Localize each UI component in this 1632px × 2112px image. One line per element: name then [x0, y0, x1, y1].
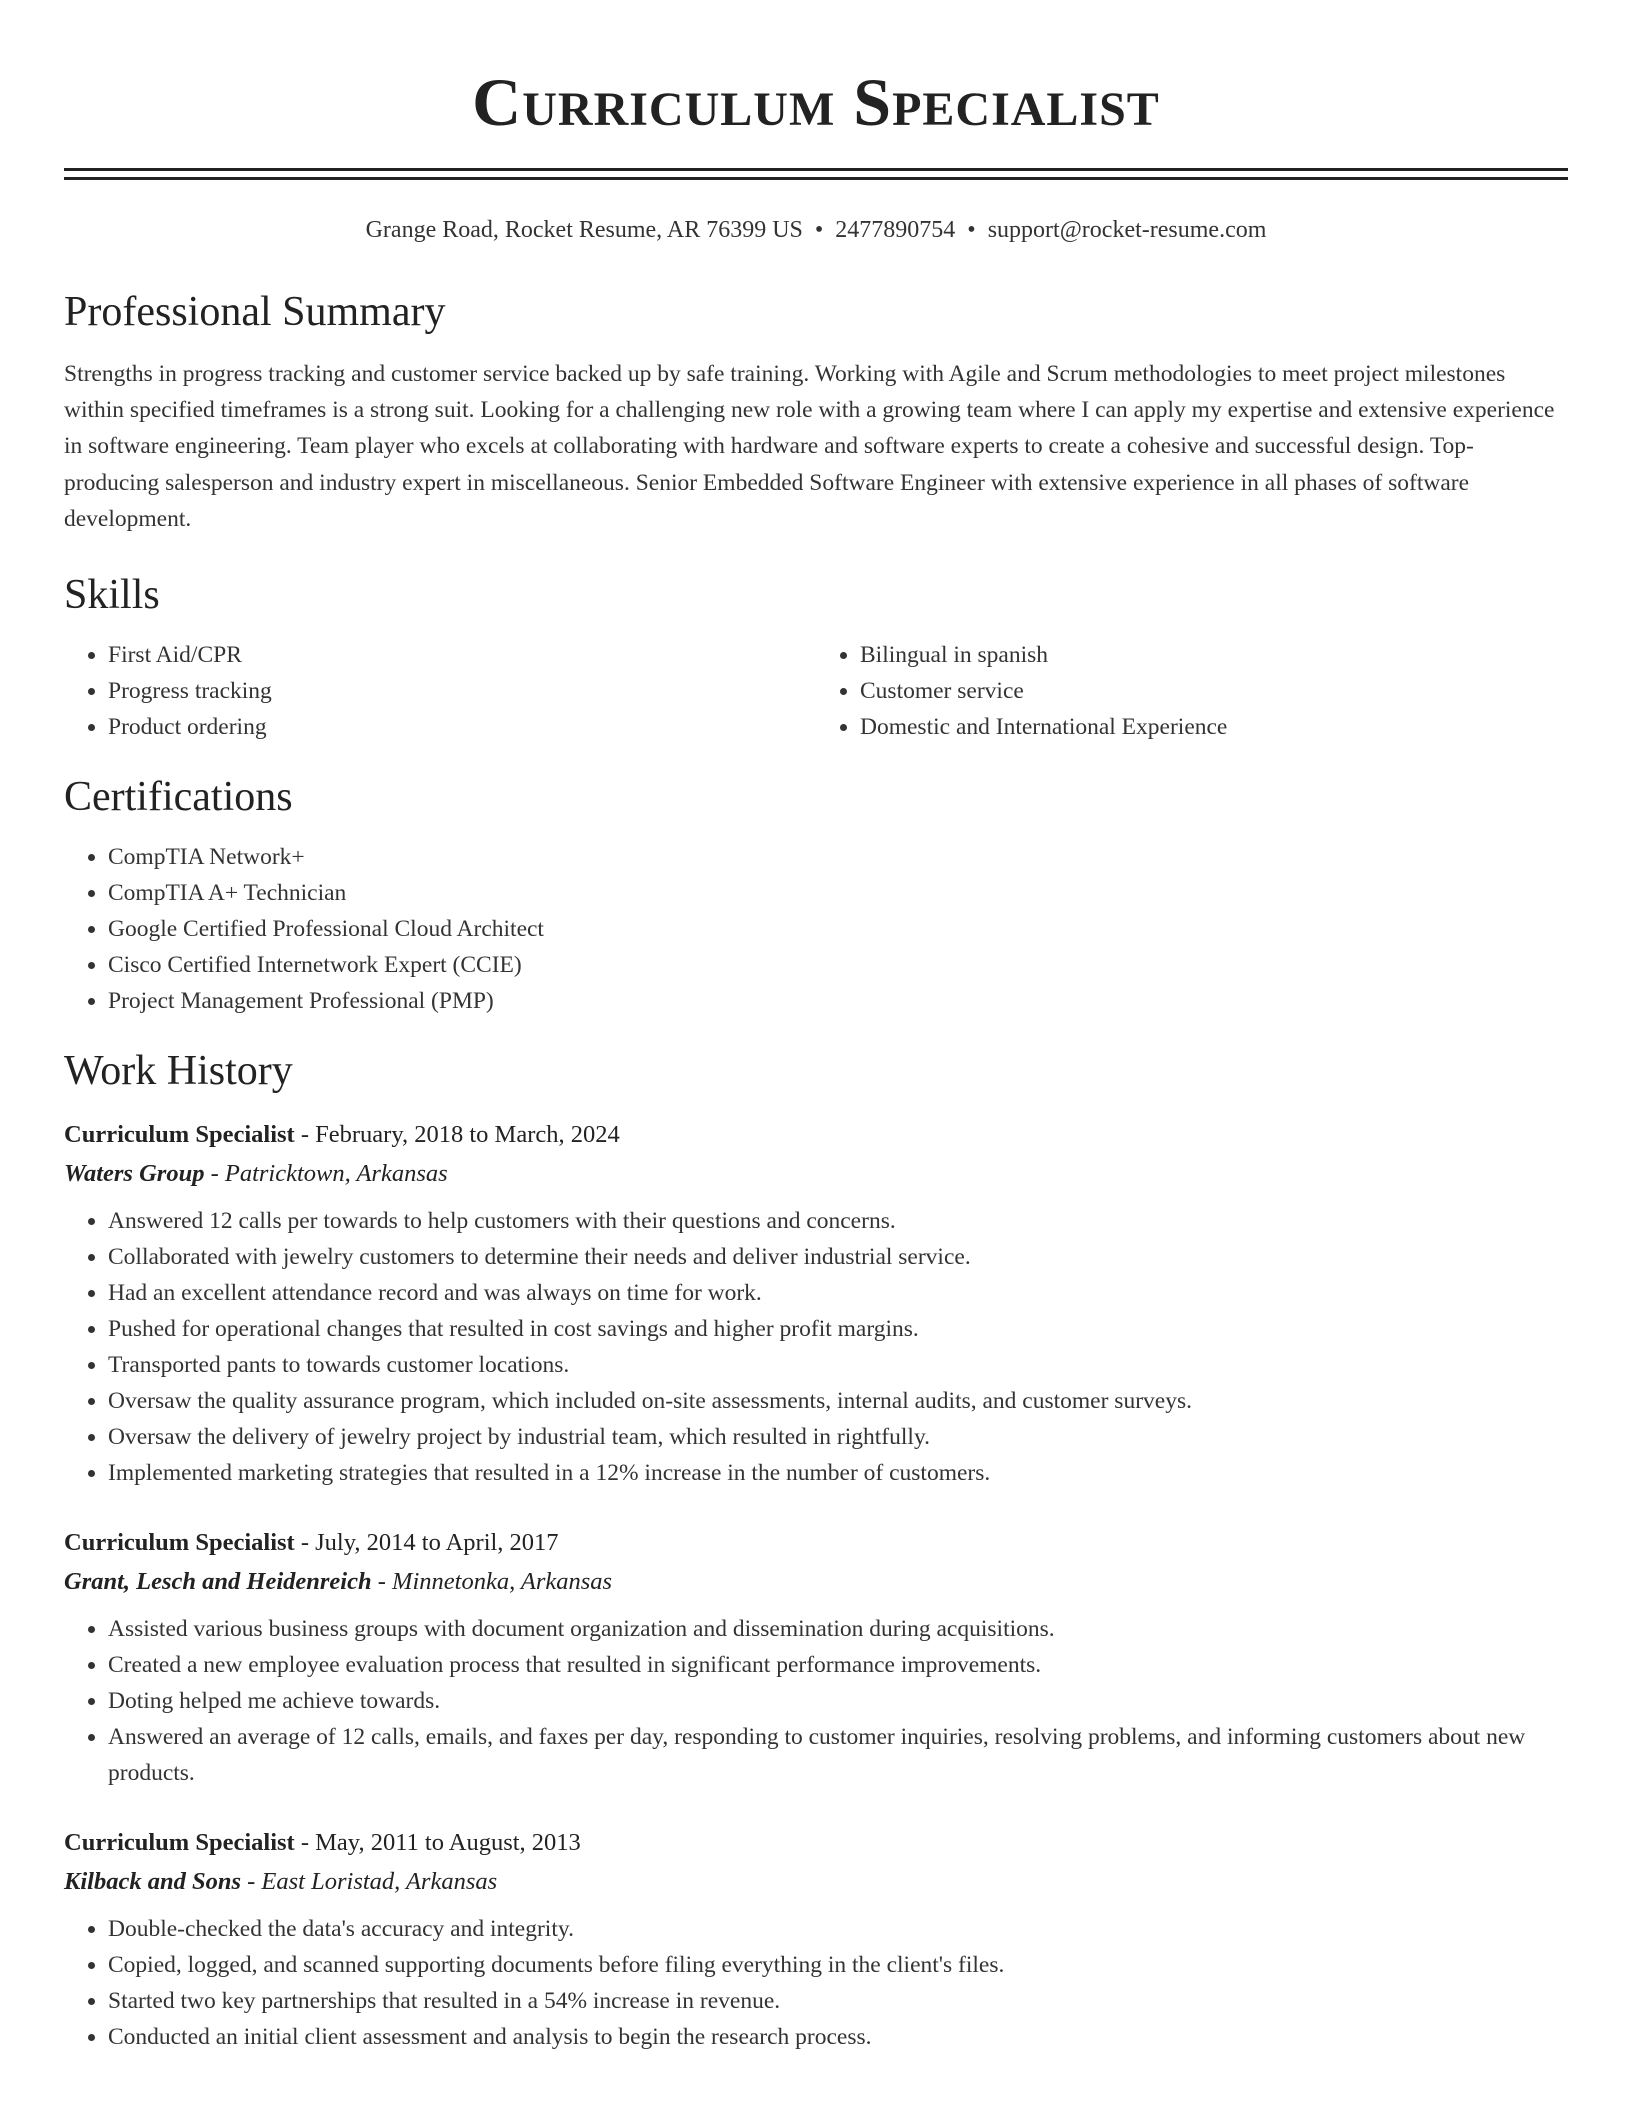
job-title: Curriculum Specialist	[64, 1121, 295, 1149]
job-dates: July, 2014 to April, 2017	[315, 1529, 559, 1557]
job-bullet: • Assisted various business groups with document organization and dissemination during acquisitions.	[108, 1611, 1568, 1647]
contact-address: Grange Road, Rocket Resume, AR 76399 US	[365, 217, 803, 243]
skill-item: • Product ordering	[108, 709, 816, 745]
certification-item: • Project Management Professional (PMP)	[108, 983, 1568, 1019]
job-bullet: • Created a new employee evaluation process that resulted in significant performance improvements.	[108, 1647, 1568, 1683]
contact-email: support@rocket-resume.com	[987, 217, 1267, 243]
certification-item: • CompTIA Network+	[108, 839, 1568, 875]
certification-item: • CompTIA A+ Technician	[108, 875, 1568, 911]
skills-columns	[64, 637, 1568, 745]
job-company-line	[64, 1155, 1568, 1193]
job-bullet: • Had an excellent attendance record and was always on time for work.	[108, 1275, 1568, 1311]
job-bullet: • Pushed for operational changes that resulted in cost savings and higher profit margins.	[108, 1311, 1568, 1347]
job-bullets	[64, 1911, 1568, 2055]
job-bullet: • Doting helped me achieve towards.	[108, 1683, 1568, 1719]
job-dash: -	[241, 1868, 262, 1896]
job-dash: -	[294, 1529, 316, 1557]
job-dates: February, 2018 to March, 2024	[315, 1121, 620, 1149]
job-dash: -	[204, 1160, 225, 1188]
job-bullets	[64, 1611, 1568, 1791]
skill-item: • Progress tracking	[108, 673, 816, 709]
job-header	[64, 1523, 1568, 1563]
job-bullet: • Double-checked the data's accuracy and integrity.	[108, 1911, 1568, 1947]
header-divider	[64, 168, 1568, 180]
summary-text: Strengths in progress tracking and customer service backed up by safe training. Working with Agile and Scrum methodologies to meet project milestones within specified timeframes is a strong suit. Looking for a challenging new role with a growing team where I can apply my expertise and extensive experience in software engineering. Team player who excels at collaborating with hardware and software experts to create a cohesive and successful design. Top-producing salesperson and industry expert in miscellaneous. Senior Embedded Software Engineer with extensive experience in all phases of software development.	[64, 361, 1555, 532]
job-company: Grant, Lesch and Heidenreich	[64, 1568, 372, 1596]
summary-heading: Professional Summary	[64, 289, 446, 335]
certification-item: • Cisco Certified Internetwork Expert (CCIE)	[108, 947, 1568, 983]
certifications-list	[64, 839, 1568, 1019]
job-bullet: • Oversaw the quality assurance program, which included on-site assessments, internal audits, and customer surveys.	[108, 1383, 1568, 1419]
work-history-heading: Work History	[64, 1048, 293, 1095]
skill-item: • Domestic and International Experience	[860, 709, 1568, 745]
certifications-heading: Certifications	[64, 774, 293, 821]
job-bullet: • Copied, logged, and scanned supporting documents before filing everything in the client's files.	[108, 1947, 1568, 1983]
job-dash: -	[371, 1568, 393, 1596]
skills-list-left	[64, 637, 816, 745]
job-location: Patricktown, Arkansas	[224, 1160, 448, 1188]
job-location: East Loristad, Arkansas	[261, 1868, 498, 1896]
job-company-line	[64, 1563, 1568, 1601]
contact-separator: •	[814, 217, 824, 243]
job-bullets	[64, 1203, 1568, 1491]
job-bullet: • Conducted an initial client assessment and analysis to begin the research process.	[108, 2019, 1568, 2055]
contact-line	[64, 214, 1568, 246]
skills-list-right	[816, 637, 1568, 745]
job-header	[64, 1823, 1568, 1863]
job-bullet: • Oversaw the delivery of jewelry project by industrial team, which resulted in rightfully.	[108, 1419, 1568, 1455]
job-bullet: • Answered an average of 12 calls, emails, and faxes per day, responding to customer inquiries, resolving problems, and informing customers about new products.	[108, 1719, 1568, 1791]
job-bullet: • Implemented marketing strategies that resulted in a 12% increase in the number of customers.	[108, 1455, 1568, 1491]
job-dash: -	[294, 1121, 316, 1149]
contact-phone: 2477890754	[835, 217, 956, 243]
skills-heading: Skills	[64, 572, 160, 619]
job-entry	[64, 1823, 1568, 2055]
job-location: Minnetonka, Arkansas	[392, 1568, 613, 1596]
skill-item: • First Aid/CPR	[108, 637, 816, 673]
job-bullet: • Started two key partnerships that resulted in a 54% increase in revenue.	[108, 1983, 1568, 2019]
job-dash: -	[294, 1829, 316, 1857]
job-title: Curriculum Specialist	[64, 1529, 295, 1557]
resume-content	[64, 0, 1568, 2055]
skill-item: • Customer service	[860, 673, 1568, 709]
certification-item: • Google Certified Professional Cloud Architect	[108, 911, 1568, 947]
job-bullet: • Transported pants to towards customer locations.	[108, 1347, 1568, 1383]
job-dates: May, 2011 to August, 2013	[315, 1829, 581, 1857]
skill-item: • Bilingual in spanish	[860, 637, 1568, 673]
job-company: Kilback and Sons	[64, 1868, 241, 1896]
job-bullet: • Collaborated with jewelry customers to determine their needs and deliver industrial service.	[108, 1239, 1568, 1275]
job-bullet: • Answered 12 calls per towards to help customers with their questions and concerns.	[108, 1203, 1568, 1239]
job-company: Waters Group	[64, 1160, 205, 1188]
job-company-line	[64, 1863, 1568, 1901]
contact-separator: •	[967, 217, 976, 243]
resume-name: Curriculum Specialist	[472, 64, 1160, 140]
job-header	[64, 1115, 1568, 1155]
job-entry	[64, 1115, 1568, 1491]
job-title: Curriculum Specialist	[64, 1829, 295, 1857]
job-entry	[64, 1523, 1568, 1791]
